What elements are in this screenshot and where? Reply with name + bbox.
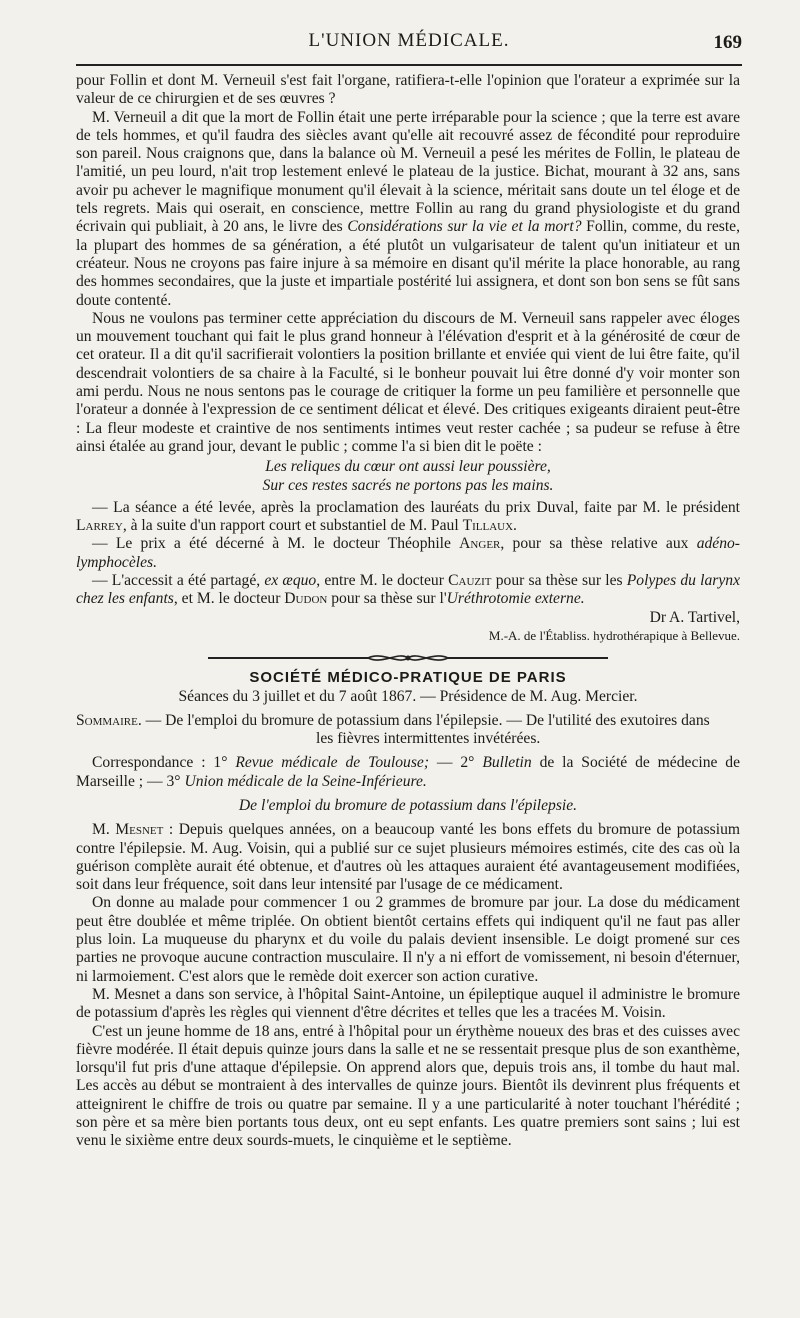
speaker-name: M. Mesnet [92,821,164,839]
text-run: — Le prix a été décerné à M. le docteur Théophile [92,535,460,553]
text-run: : Depuis quelques années, on a beaucoup vanté les bons effets du bromure de potassium contre l'épilepsie. M. Aug. Voisin, qui a publié sur ce sujet plusieurs mémoires estimés, cite des cas où la guérison complète aurait été obtenue, et d'autres où les attaques auraient été avantageusement modifiées, soit dans leur fréquence, soit dans leur intensité par l'usage de ce médicament. [76,821,740,894]
paragraph: C'est un jeune homme de 18 ans, entré à l'hôpital pour un érythème noueux des bras et des cuisses avec fièvre modérée. Il était depuis quinze jours dans la salle et ne se ressentait presque plus de son exanthème, lorsqu'il fut pris d'une attaque d'épilepsie. On apprend alors que, depuis trois ans, il tombe du haut mal. Les accès au début se montraient à des intervalles de quinze jours. Bientôt ils devinrent plus fréquents et atteignirent le chiffre de trois ou quatre par semaine. Il y a une particularité à noter touchant l'hérédité ; son père et sa mère bien portants tous deux, ont eu sept enfants. Les quatre premiers sont sains ; lui est venu le sixième entre deux sourds-muets, le cinquième et le septième. [76,1022,740,1150]
paragraph: Nous ne voulons pas terminer cette appréciation du discours de M. Verneuil sans rappeler avec éloges un mouvement touchant qui fait le plus grand honneur à l'élévation d'esprit et à la générosité de cœur de cet orateur. Il a dit qu'il sacrifierait volontiers la position brillante et enviée qui vient de lui être faite, qu'il descendrait volontiers de sa chaire à la Faculté, si le bonheur pouvait lui être donné d'y voir monter son ami perdu. Nous ne nous sentons pas le courage de critiquer la forme un peu familière et personnelle que l'orateur a donnée à l'expression de ce sentiment délicat et élevé. Des critiques exigeants diraient peut-être : La fleur modeste et craintive de nos sentiments intimes veut rester cachée ; sa pudeur se refuse à être ainsi étalée au grand jour, devant le public ; comme l'a si bien dit le poëte : [76,309,740,455]
thesis-title: adéno-lymphocèles. [76,535,741,571]
text-run: , à la suite d'un rapport court et substantiel de M. Paul [122,517,463,535]
paragraph [76,499,740,536]
paragraph [76,535,740,572]
paragraph [76,821,740,894]
text-run: pour sa thèse sur l' [327,590,447,608]
verse-quote [76,458,740,495]
latin-phrase: ex æquo [264,572,317,590]
journal-title: Bulletin [482,754,532,772]
text-run: — 2° [429,754,483,772]
text-run: les fièvres intermittentes invétérées. [316,730,541,748]
person-name: Larrey [76,517,123,535]
paragraph: On donne au malade pour commencer 1 ou 2 grammes de bromure par jour. La dose du médicament peut être doublée et même triplée. On obtient bientôt certains effets qui indiquent qu'il ne faut pas aller plus loin. La muqueuse du pharynx et du voile du palais devient insensible. Le doigt promené sur ces parties ne provoque aucune contraction musculaire. Il n'y a ni effort de vomissement, ni besoin d'éternuer, ni larmoiement. C'est alors que le remède doit exercer son action curative. [76,894,740,985]
book-title: Considérations sur la vie et la mort? [347,218,582,236]
session-dates: Séances du 3 juillet et du 7 août 1867. — Présidence de M. Aug. Mercier. [178,687,638,705]
thesis-title: Uréthrotomie externe. [446,590,585,608]
text-run: . [513,517,517,535]
author-affiliation: M.-A. de l'Établiss. hydrothérapique à Bellevue. [488,627,740,643]
person-name: Tillaux [462,517,514,535]
article-body [76,72,740,1151]
text-run: de la Société de médecine de Marseille ; — 3° [76,754,741,790]
text-run: , pour sa thèse relative aux [500,535,697,553]
running-title: L'UNION MÉDICALE. [308,30,510,51]
text-run: M. Verneuil a dit que la mort de Follin était une perte irréparable pour la science ; que la terre est avare de tels hommes, et qu'il faudra des siècles avant qu'elle ait recouvré assez de fécondité pour reproduire son pareil. Nous craignons que, dans la balance où M. Verneuil a pesé les mérites de Follin, le plateau de l'amitié, un peu lourd, n'ait trop lestement enlevé le plateau de la justice. Bichat, mourant à 32 ans, sans avoir pu achever le magnifique monument qu'il élevait à la science, méritait sans doute un tel éloge et de tels regrets. Mais qui oserait, en conscience, mettre Follin au rang du grand physiologiste et du grand écrivain qui publiait, à 20 ans, le livre des [76,108,740,236]
paragraph: M. Mesnet a dans son service, à l'hôpital Saint-Antoine, un épileptique auquel il administre le bromure de potassium d'après les règles qui viennent d'être décrites et telles que les a tracées M. Voisin. [76,985,740,1022]
text-run: — L'accessit a été partagé, [92,572,265,590]
summary [76,712,740,749]
text-run: pour sa thèse sur les [491,572,627,590]
section-ornament [198,651,618,665]
text-run: Correspondance : 1° [92,754,236,772]
verse-line: Sur ces restes sacrés ne portons pas les mains. [262,476,554,494]
text-run: — De l'emploi du bromure de potassium dans l'épilepsie. — De l'utilité des exutoires dans [141,711,710,729]
thesis-title: Polypes du larynx chez les enfants [76,572,740,608]
text-run: — La séance a été levée, après la proclamation des lauréats du prix Duval, faite par M. le président [92,498,740,516]
page-number: 169 [713,32,742,53]
person-name: Cauzit [448,572,492,590]
journal-title: Revue médicale de Toulouse; [235,754,430,772]
text-run: Follin, comme, du reste, la plupart des hommes de sa génération, a été plutôt un vulgarisateur de talent qu'un initiateur et un créateur. Nous ne croyons pas faire injure à sa mémoire en disant qu'il mérite la place honorable, au rang des hommes secondaires, que la juste et impartiale postérité lui assignera, et dont son bon sens se fût sans doute contenté. [76,218,741,309]
summary-label: Sommaire. [76,711,142,729]
paragraph [76,109,740,310]
text-run: , et M. le docteur [173,590,285,608]
subsection-title: De l'emploi du bromure de potassium dans l'épilepsie. [238,796,578,814]
section-title: SOCIÉTÉ MÉDICO-PRATIQUE DE PARIS [249,669,567,687]
journal-title: Union médicale de la Seine-Inférieure. [184,772,427,790]
person-name: Anger [459,535,501,553]
author-signature: Dr A. Tartivel, [649,608,740,626]
correspondence [76,754,740,791]
text-run: , entre M. le docteur [316,572,449,590]
paragraph [76,572,740,609]
paragraph: pour Follin et dont M. Verneuil s'est fait l'organe, ratifiera-t-elle l'opinion que l'orateur a exprimée sur la valeur de ce chirurgien et de ses œuvres ? [76,72,740,108]
verse-line: Les reliques du cœur ont aussi leur poussière, [265,458,551,476]
page-header [76,30,742,66]
person-name: Dudon [284,590,328,608]
